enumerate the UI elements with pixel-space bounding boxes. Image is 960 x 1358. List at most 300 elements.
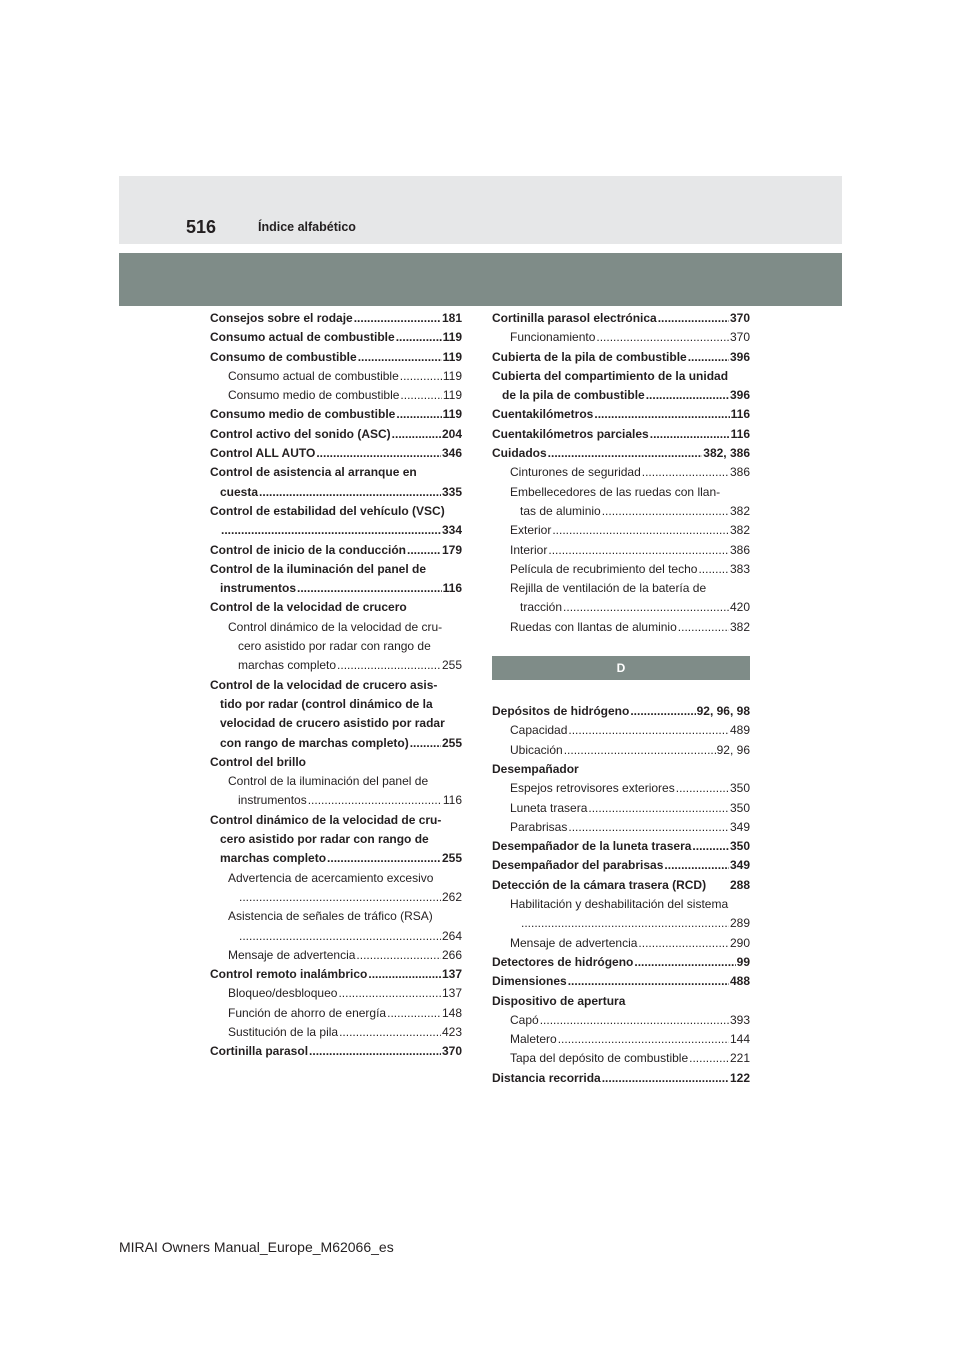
dot-leader [558,1030,729,1049]
index-term: Mensaje de advertencia [510,935,638,950]
index-term: cero asistido por radar con rango de [238,639,431,654]
index-term: Ubicación [510,742,563,757]
index-term: Función de ahorro de energía [228,1005,387,1020]
index-line [210,425,462,444]
page-reference: 92, 96, 98 [696,704,750,719]
index-line [492,328,750,347]
dot-leader [568,818,729,837]
index-line [210,386,462,405]
index-term: Cuidados [492,446,547,461]
dot-leader [594,405,729,424]
index-subentry [492,779,750,798]
page-reference: 350 [729,839,750,854]
dot-leader [602,1069,729,1088]
index-term: Advertencia de acercamiento excesivo [228,870,434,885]
dot-leader [339,1023,441,1042]
page-reference: 370 [729,330,750,345]
index-term: Desempañador [492,761,579,776]
page-reference: 396 [729,349,750,364]
index-line [492,1011,750,1030]
index-term: Control de inicio de la conducción [210,542,407,557]
index-subentry [210,618,462,676]
index-subentry [492,579,750,618]
index-term: Funcionamiento [510,330,596,345]
page-reference: 119 [442,349,462,364]
index-line [492,425,750,444]
page-reference: 119 [442,407,462,422]
dot-leader [239,888,441,907]
index-entry [492,953,750,972]
index-line [492,1030,750,1049]
index-subentry [492,328,750,347]
index-term: Control de la iluminación del panel de [228,774,429,789]
index-column-left [210,309,462,1062]
index-term: con rango de marchas completo) [220,735,409,750]
index-entry [210,444,462,463]
index-term: Ruedas con llantas de aluminio [510,619,677,634]
page-reference: 420 [729,600,750,615]
dot-leader [396,405,441,424]
index-term: Cubierta del compartimiento de la unidad [492,368,729,383]
dot-leader [548,444,703,463]
index-entry [210,348,462,367]
dot-leader [327,849,441,868]
index-term: marchas completo [238,658,337,673]
index-term: Cuentakilómetros [492,407,594,422]
index-line [492,348,750,367]
index-term: Desempañador de la luneta trasera [492,839,692,854]
dot-leader [354,309,441,328]
page-reference: 489 [729,723,750,738]
page-reference: 122 [729,1070,750,1085]
dot-leader [564,741,716,760]
index-line [492,541,750,560]
dot-leader [588,799,729,818]
index-entry [492,405,750,424]
index-subentry [492,1011,750,1030]
index-line [492,779,750,798]
index-term: Control de estabilidad del vehículo (VSC) [210,503,445,518]
index-subentry [492,463,750,482]
page-reference: 262 [441,889,462,904]
index-line [210,483,462,502]
header-dark-band [119,253,842,306]
index-subentry [492,1030,750,1049]
index-term: Dimensiones [492,974,567,989]
page-reference: 382 [729,503,750,518]
page-reference: 255 [441,851,462,866]
index-line [210,656,462,675]
index-term: Exterior [510,523,552,538]
dot-leader [540,1011,729,1030]
index-group-d [492,702,750,1088]
page-reference: 382 [729,619,750,634]
index-term: instrumentos [238,793,307,808]
index-subentry [210,772,462,811]
index-line [492,444,750,463]
dot-leader [563,598,729,617]
index-term: cero asistido por radar con rango de [220,832,429,847]
index-term: Detectores de hidrógeno [492,954,634,969]
page-reference: 289 [729,916,750,931]
index-term: Distancia recorrida [492,1070,601,1085]
index-subentry [492,521,750,540]
index-term: Control remoto inalámbrico [210,967,368,982]
header-band [119,176,842,244]
index-term: Control de asistencia al arranque en [210,465,417,480]
page-reference: 179 [441,542,462,557]
index-line [210,849,462,868]
page-reference: 346 [441,446,462,461]
index-line [210,811,462,830]
index-term: Cinturones de seguridad [510,465,641,480]
index-group-c [492,309,750,637]
index-entry [210,502,462,541]
page-reference: 148 [441,1005,462,1020]
index-entry [210,753,462,772]
letter-band-d: D [492,656,750,680]
page-reference: 181 [441,311,462,325]
index-line [492,914,750,933]
index-line [492,560,750,579]
index-line [210,598,462,617]
index-term: Control ALL AUTO [210,446,316,461]
dot-leader [630,702,695,721]
index-term: Consumo medio de combustible [210,407,396,422]
dot-leader [410,734,441,753]
index-line [210,637,462,656]
index-line [210,560,462,579]
page-reference: 370 [729,311,750,325]
index-line [492,702,750,721]
index-line [492,618,750,637]
dot-leader [400,367,442,386]
index-line [492,799,750,818]
dot-leader [602,502,729,521]
dot-leader [358,348,442,367]
dot-leader [638,934,729,953]
index-subentry [492,483,750,522]
index-subentry [492,541,750,560]
page-reference: 116 [442,793,462,808]
index-term: Control de la iluminación del panel de [210,561,427,576]
index-term: Cortinilla parasol [210,1044,309,1059]
index-term: tas de aluminio [520,503,601,518]
page-reference: 221 [729,1051,750,1066]
index-entry [210,463,462,502]
dot-leader [221,521,441,540]
page-reference: 92, 96 [716,742,750,757]
index-line [492,741,750,760]
index-line [210,984,462,1003]
index-term: Control dinámico de la velocidad de cru- [228,619,443,634]
index-term: Dispositivo de apertura [492,993,626,1008]
index-line [492,856,750,875]
index-entry [492,425,750,444]
index-line [210,734,462,753]
index-subentry [210,386,462,405]
index-entry [210,405,462,424]
dot-leader [678,618,729,637]
index-term: Sustitución de la pila [228,1024,339,1039]
index-term: Película de recubrimiento del techo [510,561,698,576]
index-term: cuesta [220,484,259,499]
index-term: Rejilla de ventilación de la batería de [510,581,707,596]
dot-leader [308,791,442,810]
dot-leader [297,579,442,598]
index-line [492,721,750,740]
page-reference: 144 [729,1032,750,1047]
index-entry [210,560,462,599]
index-term: Control dinámico de la velocidad de cru- [210,812,442,827]
index-line [210,888,462,907]
index-line [492,876,750,895]
index-term: Habilitación y deshabilitación del sistema [510,897,729,912]
index-entry [492,702,750,721]
page-number: 516 [186,217,217,237]
index-term: Consumo actual de combustible [210,330,395,345]
index-line [210,579,462,598]
index-entry [210,598,462,617]
index-subentry [210,367,462,386]
dot-leader [356,946,441,965]
index-subentry [210,984,462,1003]
index-term: Control activo del sonido (ASC) [210,426,391,441]
index-line [210,541,462,560]
page-reference: 423 [441,1024,462,1039]
index-line [210,328,462,347]
index-line [492,934,750,953]
index-subentry [492,818,750,837]
index-line [210,618,462,637]
index-entry [492,348,750,367]
index-line [492,405,750,424]
dot-leader [337,656,441,675]
index-entry [210,541,462,560]
index-term: Maletero [510,1032,557,1047]
page-reference: 393 [729,1012,750,1027]
index-subentry [492,741,750,760]
index-line [492,309,750,328]
dot-leader [634,953,735,972]
index-line [210,965,462,984]
dot-leader [548,541,729,560]
index-subentry [492,1049,750,1068]
dot-leader [400,386,441,405]
page-reference: 382, 386 [703,446,750,461]
page-reference: 386 [729,465,750,480]
index-line [210,405,462,424]
index-entry [492,444,750,463]
page-reference: 119 [442,388,462,403]
index-term: Cortinilla parasol electrónica [492,311,657,325]
index-entry [210,811,462,869]
dot-leader [646,386,729,405]
index-line [492,386,750,405]
index-subentry [210,907,462,946]
page-reference: 288 [729,877,750,892]
dot-leader [698,560,729,579]
dot-leader [642,463,729,482]
index-line [210,927,462,946]
index-entry [492,1069,750,1088]
index-line [492,992,750,1011]
index-line [492,818,750,837]
dot-leader [658,309,729,328]
index-term: tido por radar (control dinámico de la [220,696,433,711]
index-entry [492,309,750,328]
index-subentry [210,1004,462,1023]
index-term: Tapa del depósito de combustible [510,1051,689,1066]
dot-leader [650,425,730,444]
page-reference: 349 [729,858,750,873]
index-line [210,348,462,367]
index-line [492,837,750,856]
index-line [210,753,462,772]
index-line [210,1042,462,1061]
page-reference: 335 [441,484,462,499]
index-line [210,772,462,791]
index-line [210,367,462,386]
index-entry [210,1042,462,1061]
index-subentry [210,869,462,908]
index-line [210,1023,462,1042]
index-line [492,953,750,972]
index-entry [492,972,750,991]
dot-leader [689,1049,729,1068]
index-line [492,483,750,502]
dot-leader [688,348,729,367]
index-term: Desempañador del parabrisas [492,858,664,873]
index-entry [492,992,750,1011]
index-term: instrumentos [220,581,297,596]
page-reference: 116 [730,407,750,422]
index-term: Cuentakilómetros parciales [492,426,649,441]
dot-leader [387,1004,441,1023]
index-line [210,444,462,463]
page-reference: 255 [441,658,462,673]
dot-leader [664,856,729,875]
dot-leader [692,837,729,856]
index-line [210,791,462,810]
index-term: Interior [510,542,548,557]
dot-leader [239,927,441,946]
index-term: marchas completo [220,851,327,866]
index-entry [492,837,750,856]
dot-leader [521,914,729,933]
page-reference: 396 [729,388,750,403]
index-entry [210,328,462,347]
index-line [210,869,462,888]
page-reference: 119 [442,368,462,383]
index-entry [210,309,462,328]
index-entry [210,676,462,753]
index-line [210,1004,462,1023]
index-term: Asistencia de señales de tráfico (RSA) [228,909,433,924]
index-line [492,367,750,386]
page-reference: 204 [441,426,462,441]
index-line [492,521,750,540]
index-line [210,695,462,714]
index-line [210,946,462,965]
index-term: Control del brillo [210,754,306,769]
index-entry [492,876,750,895]
page-reference: 264 [441,928,462,943]
page-reference: 137 [441,967,462,982]
index-line [210,907,462,926]
index-line [210,521,462,540]
page-reference: 334 [441,523,462,538]
index-entry [492,856,750,875]
dot-leader [596,328,729,347]
dot-leader [568,721,729,740]
dot-leader [259,483,441,502]
index-entry [210,965,462,984]
page-reference: 386 [729,542,750,557]
index-subentry [492,934,750,953]
index-term: de la pila de combustible [502,388,645,403]
index-subentry [492,721,750,740]
index-line [492,502,750,521]
index-line [210,714,462,733]
index-entry [210,425,462,444]
page-reference: 137 [441,986,462,1001]
dot-leader [309,1042,441,1061]
index-term: Detección de la cámara trasera (RCD) [492,877,707,892]
page-reference: 119 [442,330,462,345]
index-term: Luneta trasera [510,800,588,815]
index-term: Control de la velocidad de crucero [210,600,407,615]
index-line [492,598,750,617]
index-subentry [492,618,750,637]
dot-leader [392,425,441,444]
index-entry [492,760,750,779]
dot-leader [568,972,729,991]
page-reference: 116 [730,426,750,441]
footer-manual-name: MIRAI Owners Manual_Europe_M62066_es [119,1239,394,1255]
dot-leader [338,984,441,1003]
page-reference: 255 [441,735,462,750]
index-term: Capó [510,1012,539,1027]
index-term: Parabrisas [510,819,568,834]
dot-leader [676,779,729,798]
index-line [210,502,462,521]
dot-leader [552,521,729,540]
page-reference: 382 [729,523,750,538]
index-line [492,972,750,991]
index-subentry [492,799,750,818]
index-line [492,760,750,779]
index-line [492,895,750,914]
page-reference: 383 [729,561,750,576]
page-reference: 290 [729,935,750,950]
index-term: Embellecedores de las ruedas con llan- [510,484,721,499]
index-term: Mensaje de advertencia [228,947,356,962]
dot-leader [396,328,442,347]
index-subentry [210,1023,462,1042]
index-term: Cubierta de la pila de combustible [492,349,687,364]
page-reference: 99 [736,954,750,969]
index-term: Depósitos de hidrógeno [492,704,630,719]
index-term: Consejos sobre el rodaje [210,311,353,325]
index-term: Control de la velocidad de crucero asis- [210,677,438,692]
index-subentry [492,560,750,579]
index-column-right [492,309,750,1088]
page-reference: 266 [441,947,462,962]
index-term: tracción [520,600,563,615]
dot-leader [407,541,441,560]
index-subentry [210,946,462,965]
